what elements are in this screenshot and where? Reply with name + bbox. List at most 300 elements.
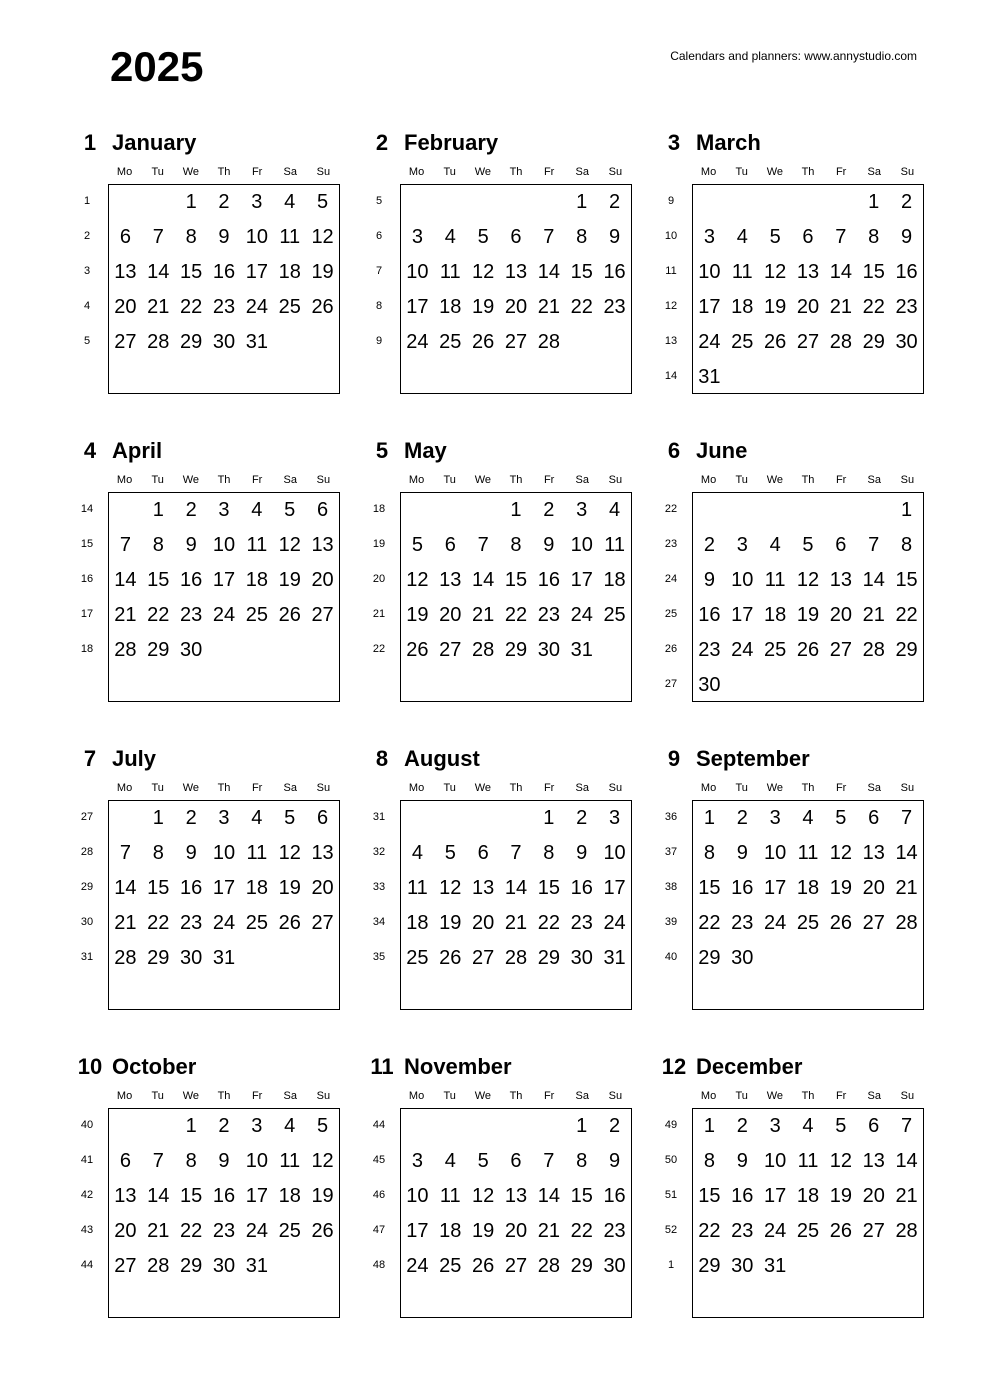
day-headers [108, 1087, 340, 1105]
day-header-label: Fr [543, 1090, 555, 1102]
day-cell: 19 [311, 1185, 334, 1207]
day-cell [565, 325, 598, 360]
day-cell: 14 [147, 261, 170, 283]
day-cell: 29 [895, 639, 918, 661]
day-cell [824, 185, 857, 220]
day-cell [792, 941, 825, 976]
day-cell: 26 [764, 331, 787, 353]
day-cell: 7 [868, 534, 880, 556]
day-cell: 11 [439, 261, 461, 283]
day-cell: 27 [829, 639, 852, 661]
day-cell: 19 [278, 877, 301, 899]
week-number: 18 [80, 643, 94, 655]
day-cell: 23 [698, 639, 721, 661]
day-cell: 15 [698, 1185, 721, 1207]
day-header-label: We [474, 166, 491, 178]
day-cell: 14 [114, 569, 137, 591]
day-cell: 6 [510, 226, 522, 248]
day-cell: 13 [504, 1185, 528, 1207]
day-cell: 6 [835, 534, 847, 556]
day-cell: 2 [576, 807, 588, 829]
day-header-label: Mo [408, 166, 425, 178]
day-header-label: Tu [443, 1090, 456, 1102]
day-cell: 7 [901, 807, 913, 829]
day-cell [693, 185, 726, 220]
day-cell [759, 493, 792, 528]
day-cell: 19 [472, 1220, 495, 1242]
day-cell [824, 493, 857, 528]
month-name: November [404, 1054, 512, 1079]
day-cell: 8 [510, 534, 522, 556]
month-daybox [400, 1108, 632, 1318]
day-cell: 18 [796, 877, 820, 899]
day-cell: 22 [570, 296, 593, 318]
day-header-label: Tu [443, 474, 456, 486]
day-cell: 1 [152, 499, 164, 521]
day-cell [792, 185, 825, 220]
day-cell: 19 [472, 296, 495, 318]
day-cell: 14 [829, 261, 852, 283]
day-cell: 5 [317, 191, 329, 213]
day-cell: 12 [829, 1150, 852, 1172]
month-number: 6 [667, 438, 681, 463]
week-number: 22 [372, 643, 386, 655]
day-cell: 29 [180, 331, 203, 353]
day-cell: 3 [218, 807, 230, 829]
day-cell: 21 [114, 912, 137, 934]
day-cell: 5 [802, 534, 814, 556]
day-cell: 4 [251, 807, 263, 829]
day-cell: 8 [576, 1150, 588, 1172]
day-cell: 12 [406, 569, 429, 591]
day-cell: 10 [764, 1150, 787, 1172]
day-cell [792, 493, 825, 528]
week-number: 18 [372, 503, 386, 515]
day-cell: 9 [901, 226, 913, 248]
day-header-label: Tu [151, 474, 164, 486]
day-cell: 19 [764, 296, 787, 318]
day-cell: 14 [895, 1150, 918, 1172]
day-cell: 31 [570, 639, 593, 661]
day-cell: 15 [537, 877, 560, 899]
day-cell: 30 [731, 1255, 754, 1277]
day-cell: 3 [736, 534, 748, 556]
day-cell: 15 [147, 877, 170, 899]
day-header-label: We [474, 782, 491, 794]
day-header-label: Mo [408, 1090, 425, 1102]
day-cell: 29 [698, 947, 721, 969]
day-header-label: Mo [116, 166, 133, 178]
week-number: 5 [83, 335, 91, 347]
month-daybox [108, 800, 340, 1010]
week-number: 37 [664, 846, 678, 858]
day-cell: 27 [114, 1255, 137, 1277]
day-header-label: Su [900, 782, 915, 794]
week-number: 1 [667, 1259, 675, 1271]
day-cell: 19 [829, 877, 852, 899]
day-cell: 23 [570, 912, 593, 934]
day-header-label: Tu [443, 782, 456, 794]
day-cell: 5 [835, 1115, 847, 1137]
day-header-label: Sa [867, 166, 881, 178]
day-header-label: We [182, 782, 199, 794]
week-number: 40 [664, 951, 678, 963]
day-cell: 1 [152, 807, 164, 829]
day-cell: 31 [603, 947, 626, 969]
day-cell: 1 [185, 1115, 197, 1137]
week-numbers [362, 184, 396, 359]
day-cell: 26 [278, 912, 301, 934]
day-cell: 29 [147, 947, 170, 969]
day-cell: 1 [901, 499, 913, 521]
day-cell: 2 [736, 807, 748, 829]
day-cell [467, 801, 500, 836]
day-header-label: Su [316, 166, 331, 178]
day-cell: 16 [180, 569, 203, 591]
day-cell: 6 [444, 534, 456, 556]
day-cell: 12 [796, 569, 820, 591]
month-daybox [692, 1108, 924, 1318]
month-daybox [692, 800, 924, 1010]
week-number: 23 [664, 538, 678, 550]
day-cell: 22 [180, 296, 203, 318]
week-number: 46 [372, 1189, 386, 1201]
day-cell [109, 493, 142, 528]
day-cell: 5 [284, 807, 296, 829]
day-cell: 12 [764, 261, 787, 283]
day-cell: 22 [895, 604, 918, 626]
day-cell: 15 [570, 1185, 593, 1207]
day-cell: 20 [311, 877, 334, 899]
week-number: 50 [664, 1154, 678, 1166]
day-cell: 25 [439, 331, 462, 353]
day-header-label: Sa [575, 782, 589, 794]
day-cell [598, 325, 631, 360]
day-cell: 25 [245, 912, 268, 934]
day-cell: 3 [769, 1115, 781, 1137]
day-cell: 10 [245, 226, 268, 248]
day-cell: 13 [862, 842, 885, 864]
day-cell [726, 493, 759, 528]
day-cell: 9 [609, 1150, 621, 1172]
day-cell: 8 [576, 226, 588, 248]
week-number: 4 [83, 300, 91, 312]
day-header-label: We [766, 782, 783, 794]
day-header-label: Su [608, 782, 623, 794]
month-block-april [70, 438, 332, 710]
week-number: 16 [80, 573, 94, 585]
day-cell: 12 [829, 842, 852, 864]
day-cell: 11 [797, 842, 819, 864]
day-cell: 21 [537, 296, 560, 318]
month-number: 7 [83, 746, 97, 771]
day-cell [857, 668, 890, 703]
day-cell: 29 [504, 639, 528, 661]
week-number: 25 [664, 608, 678, 620]
day-cell: 7 [835, 226, 847, 248]
month-block-january [70, 130, 332, 402]
day-headers [692, 163, 924, 181]
day-header-label: Mo [408, 474, 425, 486]
day-cell: 28 [895, 1220, 918, 1242]
week-number: 48 [372, 1259, 386, 1271]
day-cell: 30 [212, 1255, 236, 1277]
day-cell: 23 [180, 912, 203, 934]
day-cell: 2 [218, 191, 230, 213]
day-cell: 8 [868, 226, 880, 248]
day-header-label: Tu [735, 166, 748, 178]
day-cell: 13 [311, 842, 334, 864]
day-cell: 23 [895, 296, 918, 318]
day-cell: 19 [439, 912, 462, 934]
day-cell: 20 [504, 296, 528, 318]
day-cell [890, 941, 923, 976]
day-cell [240, 941, 273, 976]
day-cell: 16 [603, 1185, 626, 1207]
week-number: 41 [80, 1154, 94, 1166]
day-cell: 10 [570, 534, 593, 556]
day-cell: 22 [537, 912, 560, 934]
day-cell: 14 [504, 877, 528, 899]
day-cell: 2 [901, 191, 913, 213]
day-cell: 24 [570, 604, 593, 626]
week-number: 10 [664, 230, 678, 242]
day-cell: 3 [251, 1115, 263, 1137]
day-header-label: Fr [835, 166, 847, 178]
tagline-link[interactable]: Calendars and planners: www.annystudio.com [670, 49, 917, 63]
day-cell: 8 [901, 534, 913, 556]
week-number: 43 [80, 1224, 94, 1236]
day-cell: 11 [246, 842, 268, 864]
day-cell: 5 [769, 226, 781, 248]
week-number: 45 [372, 1154, 386, 1166]
day-cell: 19 [406, 604, 429, 626]
day-cell: 11 [279, 1150, 301, 1172]
day-cell: 4 [444, 1150, 456, 1172]
day-cell: 14 [537, 261, 560, 283]
day-cell: 19 [278, 569, 301, 591]
month-block-november [362, 1054, 624, 1326]
day-header-label: Tu [735, 474, 748, 486]
day-cell [273, 1249, 306, 1284]
day-cell: 4 [802, 807, 814, 829]
day-cell: 18 [278, 261, 301, 283]
month-block-may [362, 438, 624, 710]
day-cell: 19 [829, 1185, 852, 1207]
day-cell: 7 [152, 226, 164, 248]
day-cell: 26 [829, 1220, 852, 1242]
week-number: 15 [80, 538, 94, 550]
day-cell: 31 [245, 331, 268, 353]
day-cell: 3 [609, 807, 621, 829]
day-cell: 9 [736, 1150, 748, 1172]
day-cell: 7 [901, 1115, 913, 1137]
week-number: 13 [664, 335, 678, 347]
day-cell: 9 [609, 226, 621, 248]
day-cell [467, 1109, 500, 1144]
day-headers [108, 163, 340, 181]
day-cell: 3 [218, 499, 230, 521]
day-cell: 15 [180, 261, 203, 283]
day-cell: 30 [180, 639, 203, 661]
day-header-label: We [182, 1090, 199, 1102]
day-cell: 14 [147, 1185, 170, 1207]
day-header-label: Th [509, 166, 523, 178]
month-block-october [70, 1054, 332, 1326]
day-cell: 27 [862, 1220, 885, 1242]
day-cell: 25 [603, 604, 626, 626]
week-number: 2 [83, 230, 91, 242]
day-cell: 22 [698, 1220, 721, 1242]
day-cell: 6 [868, 807, 880, 829]
day-cell [306, 941, 339, 976]
day-cell: 1 [576, 1115, 588, 1137]
day-cell: 30 [895, 331, 918, 353]
day-cell: 1 [703, 1115, 715, 1137]
day-cell: 9 [185, 534, 197, 556]
day-cell: 13 [114, 261, 137, 283]
week-number: 32 [372, 846, 386, 858]
day-cell: 25 [796, 912, 820, 934]
day-cell: 3 [703, 226, 715, 248]
month-name: December [696, 1054, 803, 1079]
day-cell: 23 [603, 296, 626, 318]
day-header-label: Fr [543, 166, 555, 178]
day-cell [759, 941, 792, 976]
day-cell: 17 [245, 261, 268, 283]
day-cell: 8 [543, 842, 555, 864]
day-cell: 30 [698, 674, 721, 696]
day-cell: 5 [317, 1115, 329, 1137]
day-headers [400, 471, 632, 489]
day-header-label: Mo [116, 782, 133, 794]
month-name: April [112, 438, 163, 463]
month-number: 4 [83, 438, 97, 463]
day-cell [109, 185, 142, 220]
day-cell [759, 185, 792, 220]
day-cell: 12 [278, 534, 301, 556]
day-cell: 8 [152, 534, 164, 556]
day-cell: 13 [829, 569, 852, 591]
day-cell [273, 941, 306, 976]
day-header-label: Sa [283, 1090, 297, 1102]
day-cell: 21 [472, 604, 495, 626]
week-number: 30 [80, 916, 94, 928]
week-number: 26 [664, 643, 678, 655]
day-cell: 7 [119, 534, 131, 556]
day-header-label: Sa [867, 1090, 881, 1102]
day-cell: 10 [245, 1150, 268, 1172]
day-cell: 23 [212, 1220, 236, 1242]
week-numbers [362, 492, 396, 667]
day-header-label: We [766, 474, 783, 486]
day-header-label: We [182, 474, 199, 486]
day-cell: 24 [764, 1220, 787, 1242]
day-cell [857, 493, 890, 528]
day-cell [792, 668, 825, 703]
month-number: 5 [375, 438, 389, 463]
day-cell: 31 [245, 1255, 268, 1277]
day-cell: 30 [537, 639, 560, 661]
day-cell: 14 [862, 569, 885, 591]
day-cell: 5 [477, 1150, 489, 1172]
day-cell: 20 [829, 604, 852, 626]
day-cell: 7 [543, 226, 555, 248]
day-cell: 16 [731, 1185, 754, 1207]
day-header-label: Tu [443, 166, 456, 178]
week-number: 20 [372, 573, 386, 585]
day-cell: 20 [862, 877, 885, 899]
day-cell: 14 [537, 1185, 560, 1207]
month-daybox [108, 184, 340, 394]
month-number: 1 [83, 130, 97, 155]
day-cell: 22 [504, 604, 528, 626]
day-cell: 11 [731, 261, 753, 283]
week-number: 31 [80, 951, 94, 963]
day-header-label: Fr [251, 782, 263, 794]
day-headers [692, 471, 924, 489]
week-number: 14 [664, 370, 678, 382]
day-cell: 22 [180, 1220, 203, 1242]
day-cell [306, 325, 339, 360]
day-cell: 25 [278, 1220, 301, 1242]
day-cell: 29 [862, 331, 885, 353]
day-cell: 10 [603, 842, 626, 864]
day-cell [467, 493, 500, 528]
day-cell: 23 [731, 912, 754, 934]
day-cell: 10 [698, 261, 721, 283]
day-cell: 21 [537, 1220, 560, 1242]
day-cell: 21 [895, 877, 918, 899]
day-cell: 4 [609, 499, 621, 521]
day-cell: 16 [895, 261, 918, 283]
day-cell: 28 [829, 331, 852, 353]
day-cell: 11 [439, 1185, 461, 1207]
day-cell: 27 [311, 604, 334, 626]
day-cell: 23 [731, 1220, 754, 1242]
day-header-label: We [474, 1090, 491, 1102]
day-cell: 20 [862, 1185, 885, 1207]
day-cell: 4 [284, 1115, 296, 1137]
day-cell: 17 [212, 569, 236, 591]
day-cell: 10 [406, 1185, 429, 1207]
day-header-label: Th [801, 1090, 815, 1102]
day-header-label: Mo [408, 782, 425, 794]
day-header-label: Fr [251, 474, 263, 486]
month-number: 9 [667, 746, 681, 771]
month-number: 11 [370, 1054, 394, 1079]
day-cell: 2 [609, 191, 621, 213]
week-number: 22 [664, 503, 678, 515]
day-cell [306, 1249, 339, 1284]
month-daybox [400, 492, 632, 702]
week-number: 33 [372, 881, 386, 893]
day-header-label: Mo [700, 166, 717, 178]
day-cell: 5 [835, 807, 847, 829]
day-cell: 20 [504, 1220, 528, 1242]
day-cell: 10 [212, 534, 236, 556]
month-name: September [696, 746, 810, 771]
day-cell: 6 [802, 226, 814, 248]
day-cell: 17 [698, 296, 721, 318]
day-cell: 9 [218, 1150, 230, 1172]
day-cell: 3 [411, 1150, 423, 1172]
week-numbers [654, 184, 688, 394]
day-header-label: Sa [867, 474, 881, 486]
day-cell: 16 [698, 604, 721, 626]
day-cell [109, 801, 142, 836]
day-cell: 15 [180, 1185, 203, 1207]
